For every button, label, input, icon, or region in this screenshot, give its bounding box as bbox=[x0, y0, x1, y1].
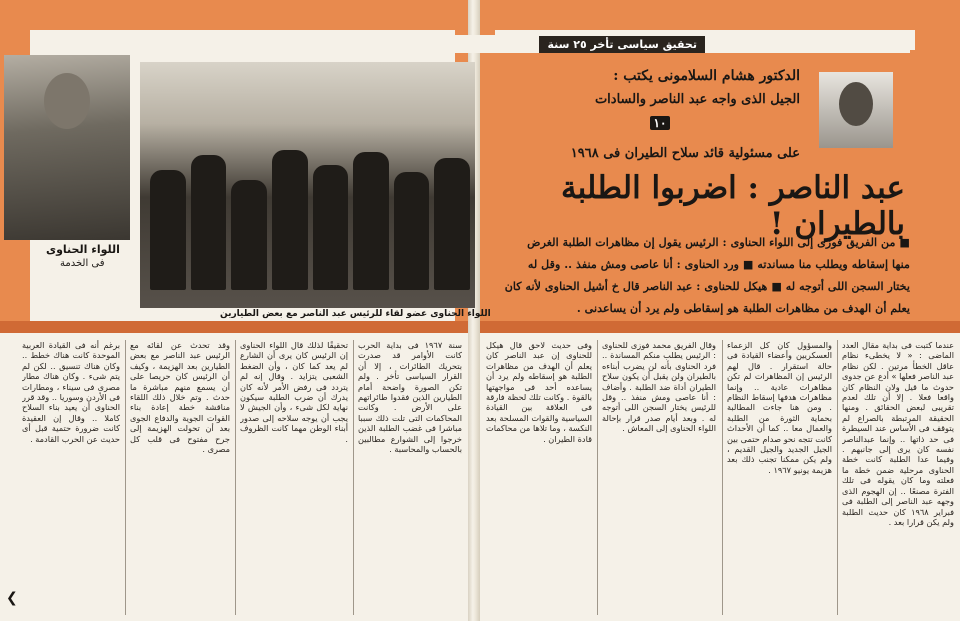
article-column: عندما كتبت فى بداية مقال العدد الماضى : « لا يخطىء نظام عاقل الخطأ مرتين . لكن نظام عبد الناصر فعلها » أدع عن جدوى حدوث ما قيل ولان النظام كان واقعا فعلا . إلا أن تلك لعدم تقريبى لبعض الحقائق . ومنها الحقيقة المرتبطة بالصراع لم يتوقف فى الأساس عند السيطرة فى حد ذاتها .. وإنما عبدالناصر نفسه كان يرى إلى جانبهم . وفيما عدا الطلبة كانت خطة الحناوى مرحلية ضمن خطة ما فعلته وما كان يقوله فى تلك الفترة مصنعًا .. إن الهجوم الذى وجهه عبد الناصر إلى الطلبة فى فبراير ١٩٦٨ كان حديث الطلبة ولم يكن قرارا بعد . bbox=[842, 340, 954, 527]
article-column: تحقيقًا لذلك قال اللواء الحناوى إن الرئيس كان يرى أن الشارع لم يعد كما كان ، وأن الضغط الشعبى يتزايد . وقال إنه لم يتردد فى رفض الأمر لأنه كان يدرك أن ضرب الطلبة سيكون نهاية لكل شىء ، وأن الجيش لا يجب أن يوجه سلاحه إلى صدور أبناء الوطن مهما كانت الظروف . bbox=[240, 340, 348, 444]
parade-figures bbox=[150, 150, 470, 290]
orange-top-band bbox=[0, 0, 960, 30]
deck-line: ■ من الفريق فوزى إلى اللواء الحناوى : الرئيس يقول إن مظاهرات الطلبة الغرض bbox=[527, 235, 910, 249]
bottom-band bbox=[0, 321, 960, 333]
deck bbox=[480, 231, 910, 319]
orange-right-band bbox=[915, 30, 960, 330]
deck-line: يختار السجن اللى أتوجه له ■ هيكل للحناوى : عبد الناصر قال خ أشيل الحناوى لأنه كان bbox=[504, 279, 910, 293]
parade-caption: اللواء الحناوى عضو لقاء للرئيس عبد الناصر مع بعض الطيارين bbox=[220, 309, 491, 319]
article-column: وفى حديث لاحق قال هيكل للحناوى إن عبد الناصر كان يعلم أن الهدف من مظاهرات الطلبة هو إسقاطه ولم يرد أن يساعده أحد فى مواجهتها بالقوة . وكانت تلك لحظة فارقة فى العلاقة بين القيادة السياسية والقوات المسلحة بعد النكسة ، وما تلاها من محاكمات قادة الطيران . bbox=[486, 340, 592, 444]
article-column: وقد تحدث عن لقائه مع الرئيس عبد الناصر مع بعض الطيارين بعد الهزيمة ، وكيف أن الرئيس كان حريصا على أن يسمع منهم مباشرة ما حدث . وتم خلال ذلك اللقاء مناقشة خطة إعادة بناء القوات الجوية والدفاع الجوى بعد أن تحولت الهزيمة إلى جرح مفتوح فى قلب كل مصرى . bbox=[130, 340, 230, 455]
page-marker-icon: ❮ bbox=[6, 590, 18, 606]
article-column: برغم أنه فى القيادة العربية الموحدة كانت هناك خطط .. وكان هناك تنسيق .. لكن لم يتم شىء . وكان هناك مطار مصرى فى سيناء ، ومطارات فى الأردن وسوريا .. وقد قرر الحناوى أن يعيد بناء السلاح كاملا .. وقال إن العقيدة كانت ضرورة حتمية قبل أى حديث عن الحرب القادمة . bbox=[22, 340, 120, 444]
subhead: على مسئولية قائد سلاح الطيران فى ١٩٦٨ bbox=[570, 146, 800, 161]
officer-subcaption: فى الخدمة bbox=[60, 258, 105, 269]
kicker-label: تحقيق سياسى تأخر ٢٥ سنة bbox=[539, 36, 705, 53]
article-column: سنة ١٩٦٧ فى بداية الحرب كانت الأوامر قد صدرت بتحريك الطائرات ، إلا أن القرار السياسى تأخر . ولم تكن الصورة واضحة أمام الطيارين الذين فقدوا طائراتهم على الأرض . وكانت المحاكمات التى تلت ذلك سببا مباشرا فى غضب الطلبة الذين خرجوا إلى الشوارع مطالبين بالحساب والمحاسبة . bbox=[358, 340, 462, 455]
deck-line: يعلم أن الهدف من مظاهرات الطلبة هو إسقاطى ولم يرد أن يساعدنى . bbox=[576, 301, 910, 315]
kicker-rule bbox=[30, 35, 910, 53]
article-column: وقال الفريق محمد فوزى للحناوى : الرئيس يطلب منكم المساندة .. فرد الحناوى بأنه لن يضرب أبناءه بالطيران ولن يقبل أن يكون سلاح الطيران أداة ضد الطلبة . وأضاف : أنا عاصى ومش منفذ .. وقل للرئيس يختار السجن اللى أتوجه له . وبعد أيام صدر قرار بإحالة اللواء الحناوى إلى المعاش . bbox=[602, 340, 716, 434]
episode-number: ١٠ bbox=[650, 116, 670, 130]
series-title: الجيل الذى واجه عبد الناصر والسادات bbox=[594, 92, 800, 107]
author-portrait bbox=[819, 72, 893, 148]
officer-portrait bbox=[4, 55, 130, 240]
officer-caption: اللواء الحناوى bbox=[46, 243, 120, 256]
article-column: والمسؤول كان كل الزعماء العسكريين وأعضاء القيادة فى حالة استقرار . قال لهم الرئيس إن المظاهرات لم تكن مظاهرات عادية .. وإنما مظاهرات هدفها إسقاط النظام . ومن هنا جاءت المطالبة بحماية الثورة من الطلبة والعمال معا .. كما أن الأحداث كانت تتجه نحو صدام حتمى بين الجيل الجديد والجيل القديم ، ولم يكن ممكنا تجنب ذلك بعد هزيمة يونيو ١٩٦٧ . bbox=[727, 340, 832, 475]
main-headline: عبد الناصر : اضربوا الطلبة بالطيران ! bbox=[560, 170, 905, 242]
deck-line: منها إسقاطه ويطلب منا مساندته ■ ورد الحناوى : أنا عاصى ومش منفذ .. وقل له bbox=[527, 257, 910, 271]
byline: الدكتور هشام السلامونى يكتب : bbox=[613, 68, 800, 84]
